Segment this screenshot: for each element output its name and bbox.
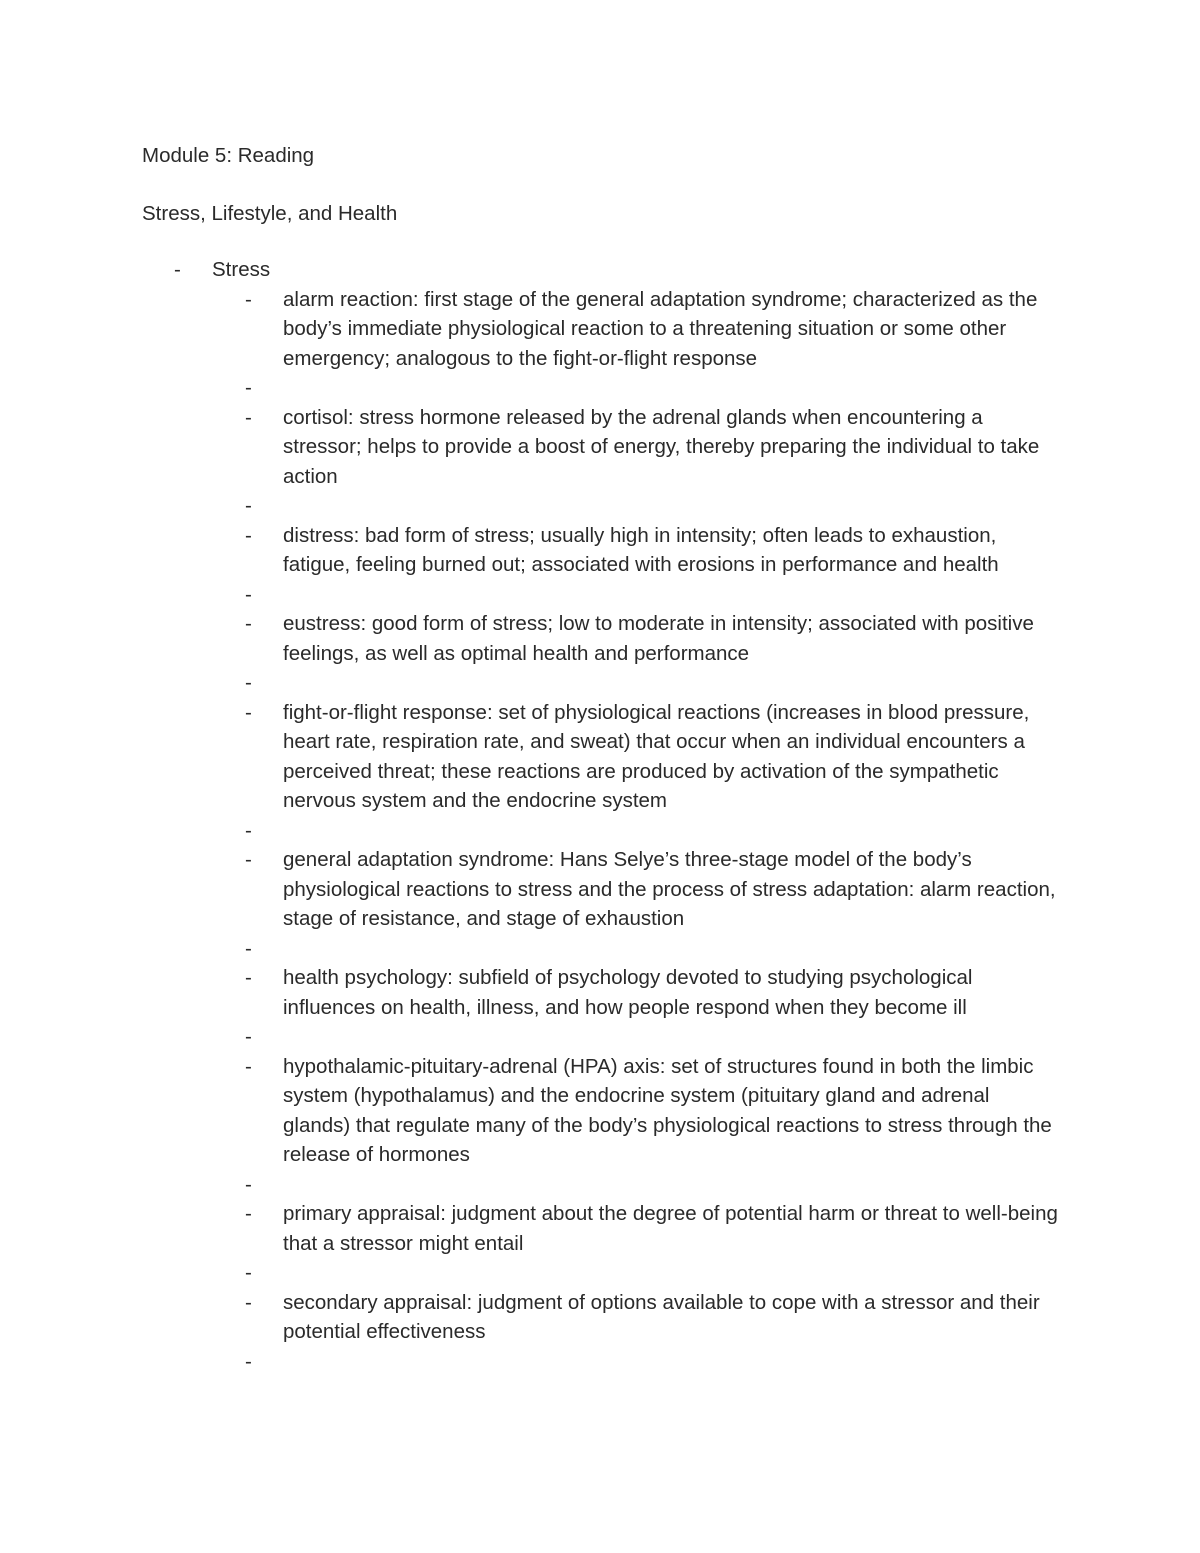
definition-list-item [0, 403, 1200, 492]
definition-text: cortisol: stress hormone released by the adrenal glands when encountering a stressor; helps to provide a boost of energy, thereby preparing the individual to take action [283, 405, 1040, 488]
bullet-dash: - [245, 1172, 252, 1196]
bullet-dash: - [245, 818, 252, 842]
bullet-dash: - [245, 966, 252, 989]
bullet-dash: - [245, 612, 252, 635]
empty-list-item [0, 668, 1200, 698]
document-title: Module 5: Reading [142, 144, 315, 167]
definition-text: secondary appraisal: judgment of options available to cope with a stressor and their potential effectiveness [283, 1290, 1040, 1343]
bullet-dash: - [245, 1054, 252, 1078]
bullet-dash: - [245, 376, 252, 399]
definition-list-item [0, 285, 1200, 374]
empty-list-item [0, 1258, 1200, 1288]
empty-list-item [0, 816, 1200, 846]
bullet-dash: - [245, 671, 252, 694]
empty-list-item [0, 1022, 1200, 1052]
definition-list-item [0, 521, 1200, 580]
document-subtitle: Stress, Lifestyle, and Health [142, 202, 398, 225]
definition-text: health psychology: subfield of psychology devoted to studying psychological influences on health, illness, and how people respond when they become ill [283, 966, 973, 1019]
outline-heading-label: Stress [212, 258, 271, 281]
empty-list-item [0, 491, 1200, 521]
bullet-dash: - [245, 582, 252, 606]
definition-text: general adaptation syndrome: Hans Selye’s three-stage model of the body’s physiological reactions to stress and the process of stress adaptation: alarm reaction, stage of resistance, and stage of exhaustion [283, 848, 1056, 930]
empty-list-item [0, 580, 1200, 610]
empty-list-item [0, 1170, 1200, 1200]
definition-list-item [0, 963, 1200, 1022]
definition-list-item [0, 845, 1200, 934]
definition-text: eustress: good form of stress; low to moderate in intensity; associated with positive feelings, as well as optimal health and performance [283, 612, 1034, 665]
bullet-dash: - [245, 1290, 252, 1314]
outline-sub-items [0, 285, 1200, 1377]
bullet-dash: - [245, 848, 252, 871]
definition-list-item [0, 1052, 1200, 1170]
definition-text: distress: bad form of stress; usually high in intensity; often leads to exhaustion, fatigue, feeling burned out; associated with erosions in performance and health [283, 523, 999, 576]
bullet-dash: - [245, 494, 252, 517]
empty-list-item [0, 373, 1200, 403]
definition-list-item [0, 1199, 1200, 1258]
bullet-dash: - [174, 258, 181, 281]
definition-text: alarm reaction: first stage of the general adaptation syndrome; characterized as the body’s immediate physiological reaction to a threatening situation or some other emergency; analogous to the fight-or-flight response [283, 287, 1038, 370]
definition-text: primary appraisal: judgment about the degree of potential harm or threat to well-being that a stressor might entail [283, 1202, 1058, 1255]
definition-list-item [0, 609, 1200, 668]
bullet-dash: - [245, 1261, 252, 1284]
bullet-dash: - [245, 700, 252, 724]
bullet-dash: - [245, 523, 252, 547]
definition-list-item [0, 1288, 1200, 1347]
bullet-dash: - [245, 1349, 252, 1373]
empty-list-item [0, 934, 1200, 964]
definition-text: hypothalamic-pituitary-adrenal (HPA) axis: set of structures found in both the limbic system (hypothalamus) and the endocrine system (pituitary gland and adrenal glands) that regulate many of the body’s physiological reactions to stress through the release of hormones [283, 1054, 1052, 1166]
outline-heading-item [0, 255, 1200, 285]
empty-list-item [0, 1347, 1200, 1377]
definition-text: fight-or-flight response: set of physiological reactions (increases in blood pressure, heart rate, respiration rate, and sweat) that occur when an individual encounters a perceived threat; these reactions are produced by activation of the sympathetic nervous system and the endocrine system [283, 700, 1030, 812]
definition-list-item [0, 698, 1200, 816]
bullet-dash: - [245, 1025, 252, 1048]
bullet-dash: - [245, 405, 252, 429]
bullet-dash: - [245, 287, 252, 311]
bullet-dash: - [245, 1202, 252, 1225]
bullet-outline [0, 255, 1200, 1376]
bullet-dash: - [245, 936, 252, 960]
